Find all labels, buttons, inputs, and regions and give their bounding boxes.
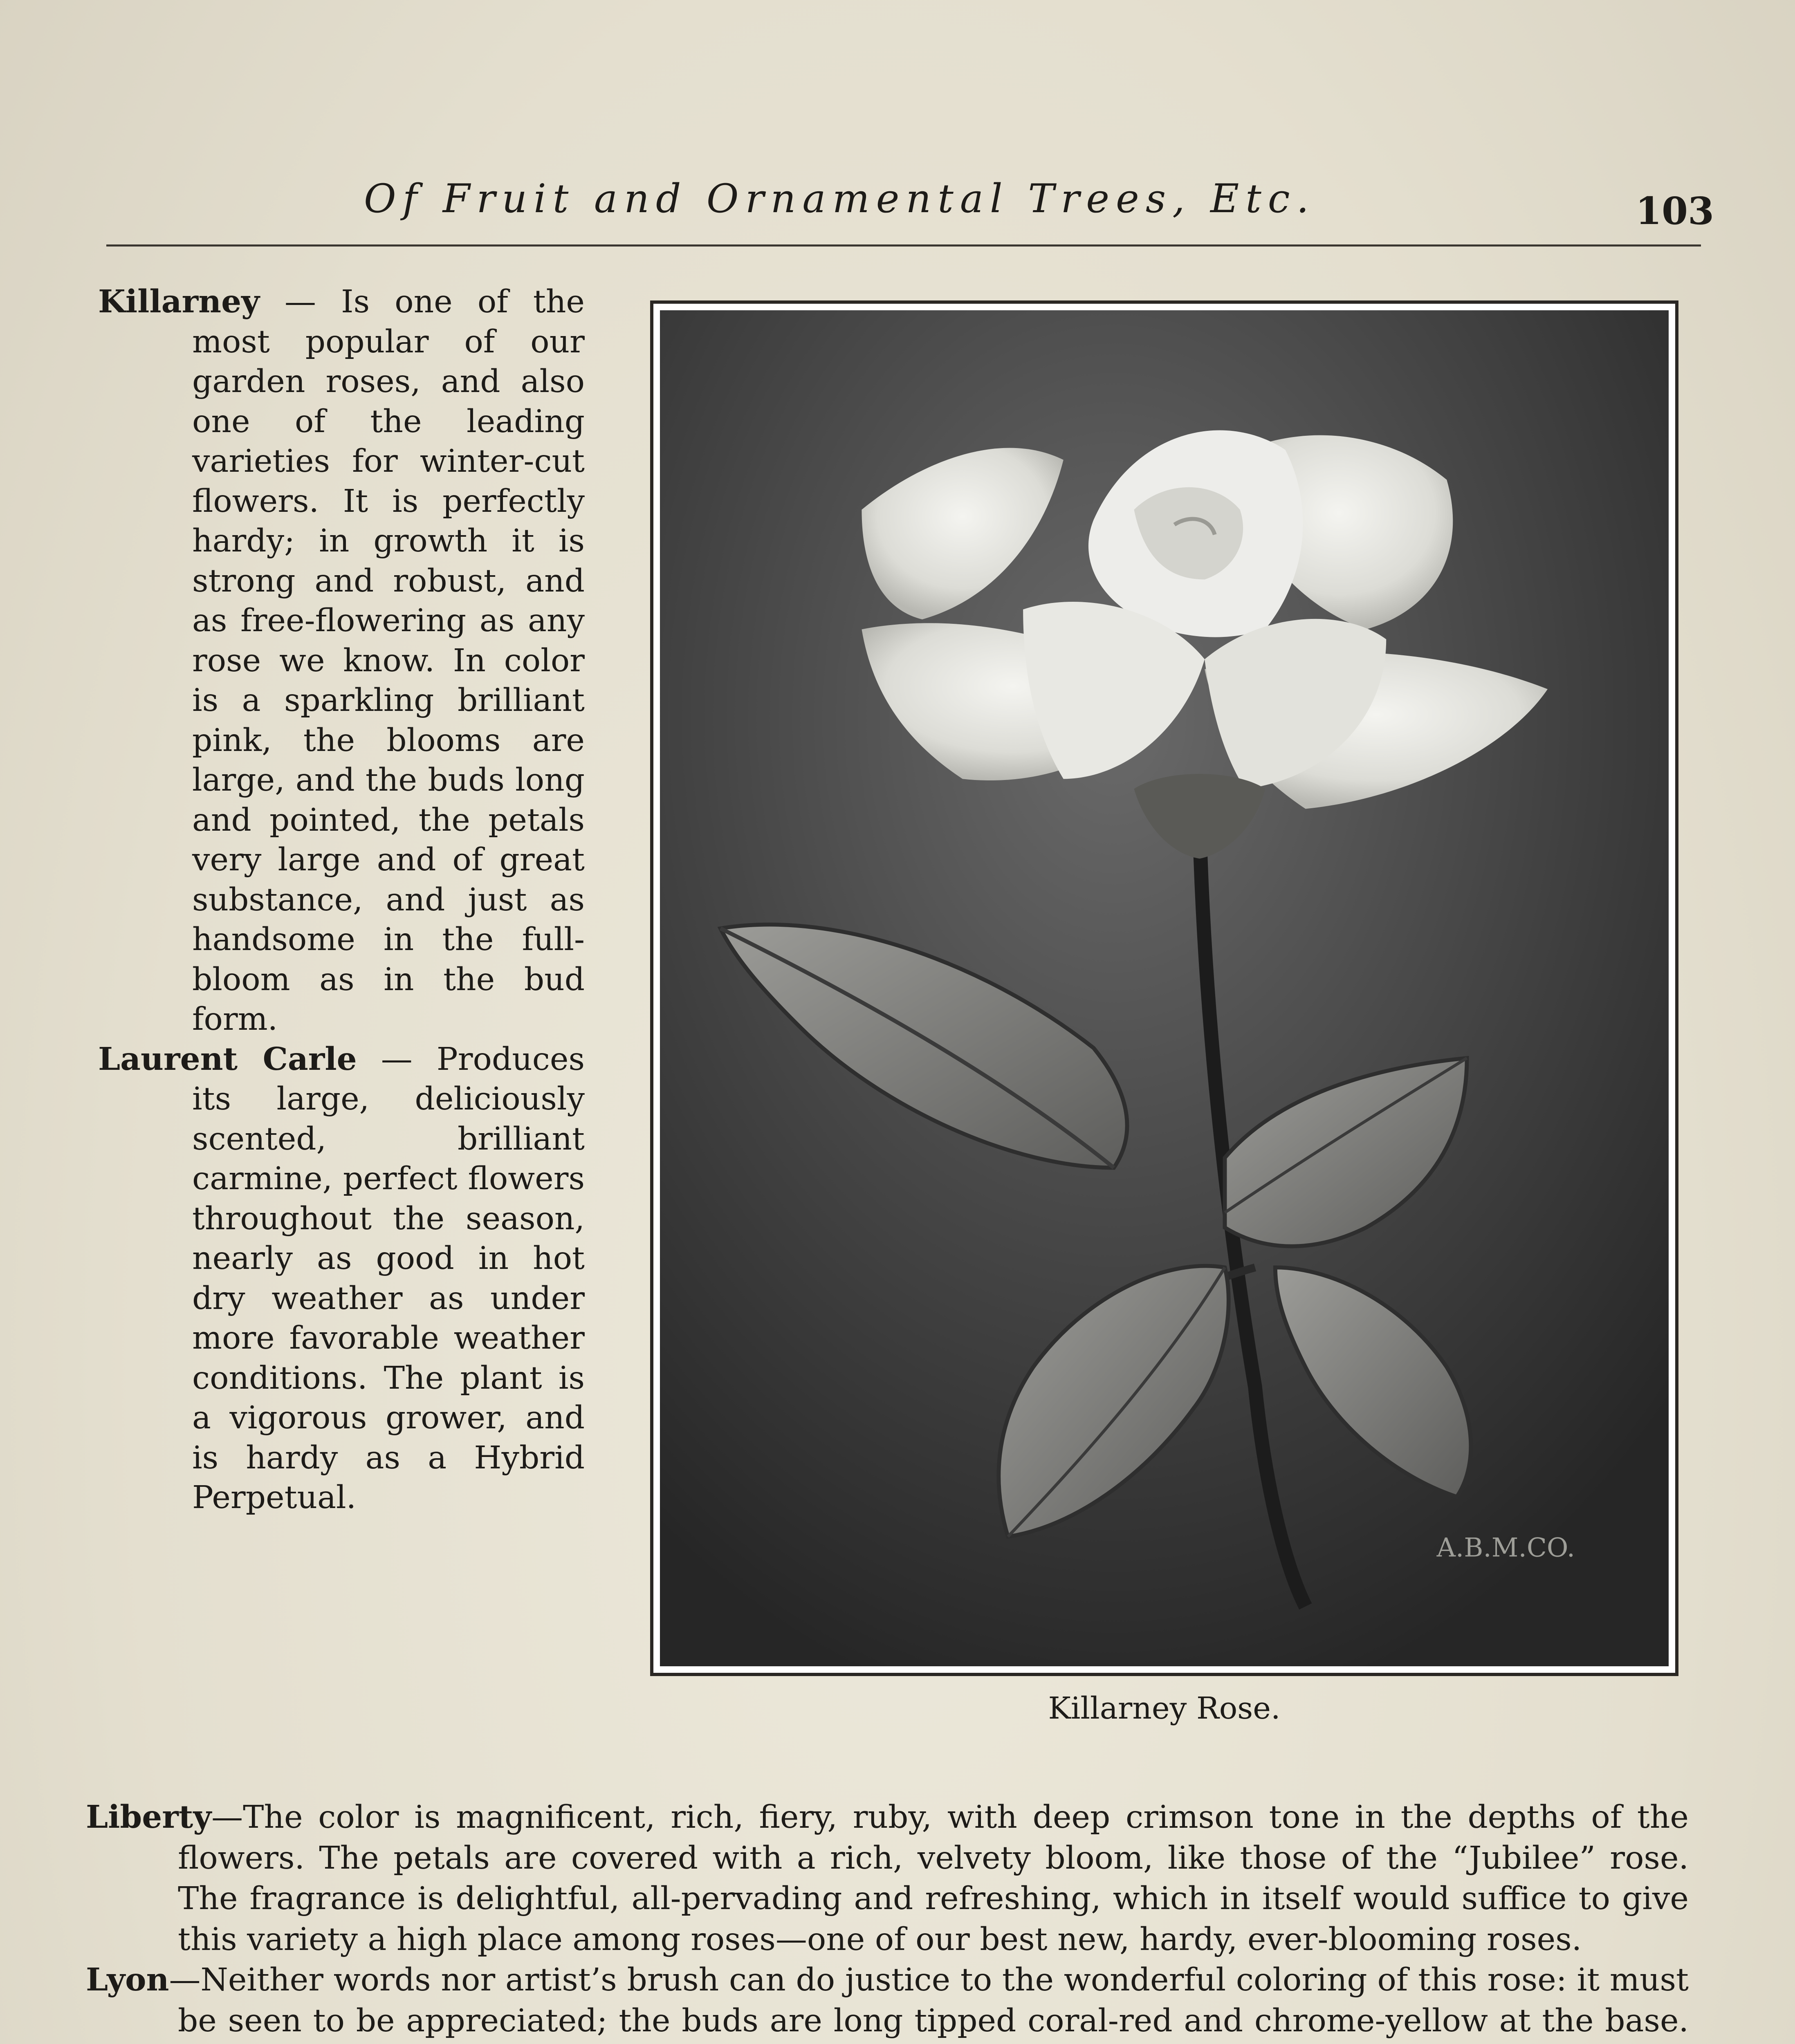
rose-photo	[660, 310, 1669, 1666]
full-width-text-column	[86, 1797, 1689, 2044]
running-header-title: Of Fruit and Ornamental Trees, Etc.	[364, 176, 1316, 222]
narrow-text-column	[98, 282, 585, 1518]
page-number: 103	[1636, 189, 1714, 233]
rose-description: —The color is magnificent, rich, fiery, ruby, with deep crimson tone in the depths of the flowers. The petals are covered with a rich, velvety bloom, like those of the “Jubilee” rose. The fragrance is delightful, all-pervading and refreshing, which in itself would suffice to give this variety a high place among roses—one of our best new, hardy, ever-blooming roses.	[178, 1799, 1689, 1958]
photo-caption: Killarney Rose.	[1048, 1691, 1281, 1726]
rose-description: — Is one of the most popular of our garden roses, and also one of the leading varieties for winter-cut flowers. It is perfectly hardy; in growth it is strong and robust, and as free-flowering as any rose we know. In color is a sparkling brilliant pink, the blooms are large, and the buds long and pointed, the petals very large and of great substance, and just as handsome in the full-bloom as in the bud form.	[192, 284, 585, 1038]
rose-name: Killarney	[98, 283, 260, 320]
header-rule	[106, 244, 1701, 247]
rose-name: Lyon	[86, 1961, 169, 1999]
rose-name: Laurent Carle	[98, 1040, 357, 1078]
rose-description: — Produces its large, deliciously scented, brilliant carmine, perfect flowers throughout the season, nearly as good in hot dry weather as under more favorable weather conditions. The plant is a vigorous grower, and is hardy as a Hybrid Perpetual.	[192, 1041, 585, 1516]
rose-entry	[98, 282, 585, 1040]
rose-entry	[86, 1960, 1689, 2044]
rose-name: Liberty	[86, 1799, 212, 1836]
rose-description: —Neither words nor artist’s brush can do justice to the wonderful coloring of this rose: it must be seen to be appreciated; the buds are long tipped coral-red and chrome-yellow at the base.	[169, 1962, 1689, 2039]
engraver-mark: A.B.M.CO.	[1436, 1533, 1575, 1563]
rose-entry	[86, 1797, 1689, 1960]
rose-photo-frame	[650, 300, 1678, 1676]
rose-entry	[98, 1040, 585, 1518]
